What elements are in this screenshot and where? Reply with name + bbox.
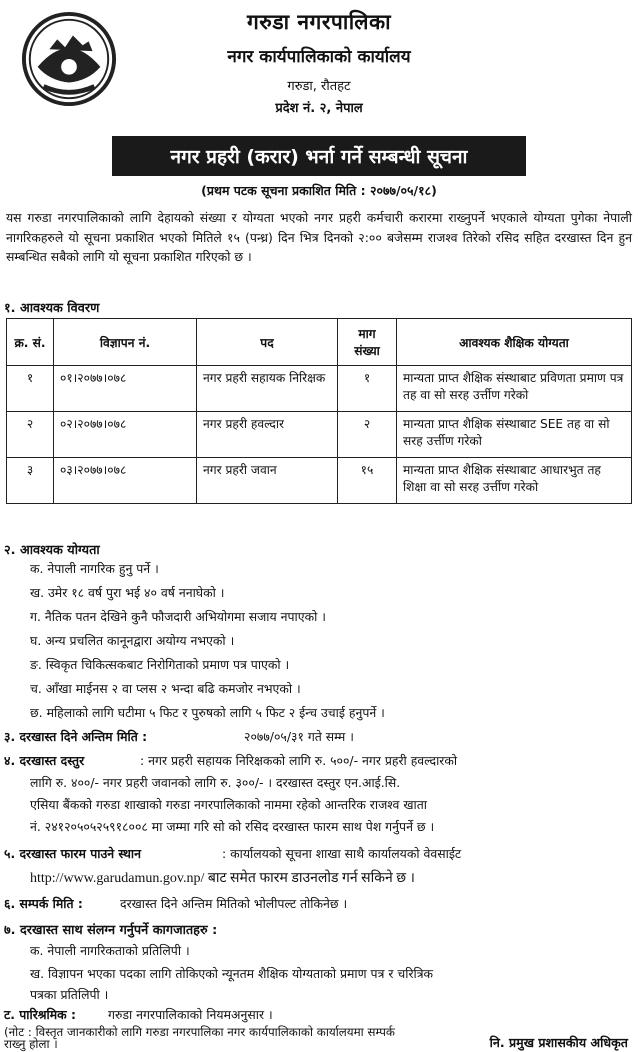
form-location-label: ५. दरखास्त फारम पाउने स्थान <box>4 846 142 861</box>
cell-count: १ <box>338 366 397 412</box>
fee-line: नं. २४१२०५०५२५९१८००८ मा जम्मा गरि सो को रसिद दरखास्त फारम साथ पेश गर्नुपर्ने छ । <box>30 819 435 834</box>
cell-count: २ <box>338 412 397 458</box>
section-2-heading: २. आवश्यक योग्यता <box>4 543 100 558</box>
cell-sn: १ <box>7 366 54 412</box>
section-1-heading: १. आवश्यक विवरण <box>4 301 100 316</box>
table-row <box>7 366 632 412</box>
document-item: क. नेपाली नागरिकताको प्रतिलिपी । <box>30 943 190 958</box>
eligibility-item: क. नेपाली नागरिक हुनु पर्ने । <box>30 561 159 576</box>
fee-line: : नगर प्रहरी सहायक निरिक्षकको लागि रु. ५००/- नगर प्रहरी हवल्दारको <box>140 753 458 768</box>
office-location: गरुडा, रौतहट <box>287 79 351 94</box>
salary-label: ट. पारिश्रमिक : <box>4 1007 76 1022</box>
province: प्रदेश नं. २, नेपाल <box>275 101 363 116</box>
col-header-count: माग संख्या <box>338 319 397 366</box>
letterhead <box>0 0 638 122</box>
website-link[interactable]: http://www.garudamun.gov.np/ बाट समेत फारम डाउनलोड गर्न सकिने छ । <box>30 871 415 886</box>
cell-post: नगर प्रहरी जवान <box>197 458 338 504</box>
fee-line: लागि रु. ४००/- नगर प्रहरी जवानको लागि रु. ३००/- । दरखास्त दस्तुर एन.आई.सि. <box>30 775 401 790</box>
contact-date-label: ६. सम्पर्क मिति : <box>4 896 83 911</box>
cell-sn: २ <box>7 412 54 458</box>
cell-ad-no: ०२।२०७७।०७८ <box>54 412 197 458</box>
cell-count: १५ <box>338 458 397 504</box>
cell-ad-no: ०१।२०७७।०७८ <box>54 366 197 412</box>
col-header-post: पद <box>197 319 338 366</box>
publish-date: (प्रथम पटक सूचना प्रकाशित मिति : २०७७/०५/१८) <box>201 183 437 198</box>
col-header-sn: क्र. सं. <box>7 319 54 366</box>
col-header-qualification: आवश्यक शैक्षिक योग्यता <box>397 319 632 366</box>
col-header-ad-no: विज्ञापन नं. <box>54 319 197 366</box>
cell-qualification: मान्यता प्राप्त शैक्षिक संस्थाबाट प्रविणता प्रमाण पत्र तह वा सो सरह उर्त्तीण गरेको <box>397 366 632 412</box>
cell-qualification: मान्यता प्राप्त शैक्षिक संस्थाबाट SEE तह वा सो सरह उर्त्तीण गरेको <box>397 412 632 458</box>
cell-sn: ३ <box>7 458 54 504</box>
table-row <box>7 458 632 504</box>
notice-title: नगर प्रहरी (करार) भर्ना गर्ने सम्बन्धी सूचना <box>112 136 526 176</box>
document-item: पत्रका प्रतिलिपी । <box>30 987 109 1002</box>
eligibility-item: घ. अन्य प्रचलित कानूनद्वारा अयोग्य नभएको । <box>30 633 235 648</box>
note-line: (नोट : विस्तृत जानकारीको लागि गरुडा नगरपालिका नगर कार्यपालिकाको कार्यालयमा सम्पर्क <box>4 1025 395 1039</box>
signatory: नि. प्रमुख प्रशासकीय अधिकृत <box>489 1035 628 1050</box>
salary-value: गरुडा नगरपालिकाको नियमअनुसार । <box>108 1007 273 1022</box>
cell-ad-no: ०३।२०७७।०७८ <box>54 458 197 504</box>
section-7-heading: ७. दरखास्त साथ संलग्न गर्नुपर्ने कागजातहरु : <box>4 923 218 938</box>
cell-post: नगर प्रहरी सहायक निरिक्षक <box>197 366 338 412</box>
fee-label: ४. दरखास्त दस्तुर <box>4 753 85 768</box>
table-row <box>7 412 632 458</box>
eligibility-item: छ. महिलाको लागि घटीमा ५ फिट र पुरुषको लागि ५ फिट २ ईन्च उचाई हनुपर्ने । <box>30 705 385 720</box>
note-line: राख्नु होला । <box>4 1037 58 1051</box>
cell-post: नगर प्रहरी हवल्दार <box>197 412 338 458</box>
intro-paragraph: यस गरुडा नगरपालिकाको लागि देहायको संख्या र योग्यता भएको नगर प्रहरी कर्मचारी करारमा राख्नुपर्ने भएकाले योग्यता पुगेका नेपाली नागरिकहरुले यो सूचना प्रकाशित भएको मितिले १५ (पन्ध्र) दिन भित्र दिनको २:०० बजेसम्म राजश्व तिरेको रसिद सहित दरखास्त दिन हुन सम्बन्धित सबैको लागि यो सूचना प्रकाशित गरिएको छ । <box>6 210 632 264</box>
office-name: नगर कार्यपालिकाको कार्यालय <box>227 47 411 67</box>
requirements-table <box>6 318 632 504</box>
eligibility-item: ङ. स्विकृत चिकित्सकबाट निरोगिताको प्रमाण पत्र पाएको । <box>30 657 290 672</box>
fee-line: एसिया बैंकको गरुडा शाखाको गरुडा नगरपालिकाको नाममा रहेको आन्तरिक राजश्व खाता <box>30 797 427 812</box>
eligibility-item: ग. नैतिक पतन देखिने कुनै फौजदारी अभियोगमा सजाय नपाएको । <box>30 609 326 624</box>
form-location-line: : कार्यालयको सूचना शाखा साथै कार्यालयको वेवसाईट <box>222 846 462 861</box>
deadline-value: २०७७/०५/३१ गते सम्म । <box>244 729 354 744</box>
contact-date-value: दरखास्त दिने अन्तिम मितिको भोलीपल्ट तोकिनेछ । <box>120 896 348 911</box>
table-header-row <box>7 319 632 366</box>
document-item: ख. विज्ञापन भएका पदका लागि तोकिएको न्यूनतम शैक्षिक योग्यताको प्रमाण पत्र र चरित्रिक <box>30 966 434 981</box>
org-name: गरुडा नगरपालिका <box>246 10 392 34</box>
eligibility-item: च. आँखा माईनस २ वा प्लस २ भन्दा बढि कमजोर नभएको । <box>30 681 301 696</box>
eligibility-item: ख. उमेर १८ वर्ष पुरा भई ४० वर्ष ननाघेको । <box>30 585 225 600</box>
cell-qualification: मान्यता प्राप्त शैक्षिक संस्थाबाट आधारभुत तह शिक्षा वा सो सरह उर्त्तीण गरेको <box>397 458 632 504</box>
deadline-label: ३. दरखास्त दिने अन्तिम मिति : <box>4 729 148 744</box>
